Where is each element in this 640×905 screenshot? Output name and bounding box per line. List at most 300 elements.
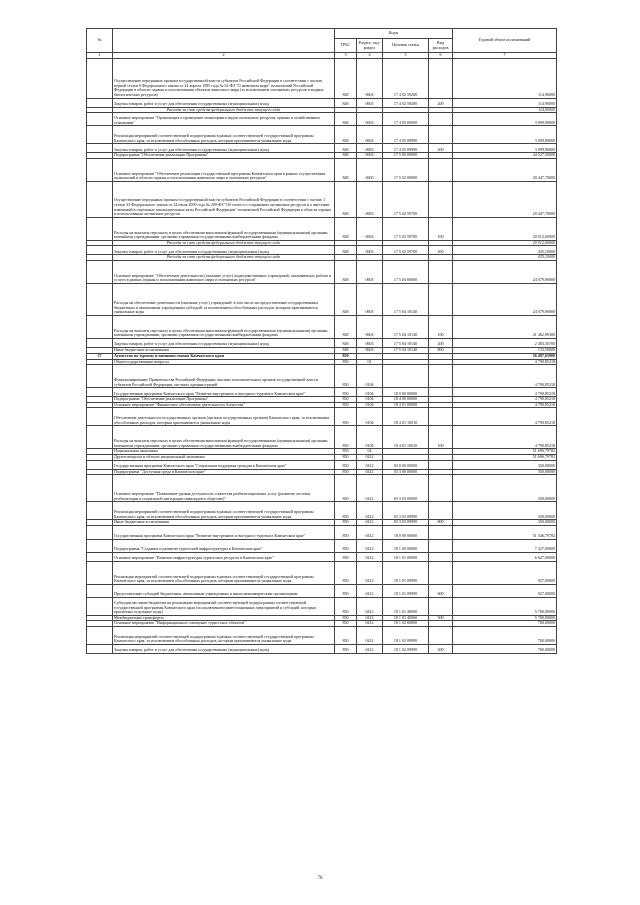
cell-description: Государственная программа Камчатского края "Развитие внутреннего и въездного туризма в Камчатском крае": [113, 388, 335, 397]
cell-target-article: 17 5 04 10140: [383, 338, 429, 347]
cell-description: Основное мероприятие "Информационное освещение туристских объектов": [113, 621, 335, 627]
cell-num: [87, 525, 113, 539]
cell-num: [87, 126, 113, 144]
table-row: [87, 408, 557, 426]
cell-amount: 3 099,90000: [453, 144, 557, 153]
cell-razdel: 0104: [357, 426, 383, 449]
cell-expense-type: 200: [429, 644, 453, 653]
cell-description: Закупка товаров, работ и услуг для обеспечения государственных (муниципальных) нужд: [113, 144, 335, 153]
cell-grbs: 848: [335, 181, 357, 217]
cell-amount: 51 346,79782: [453, 525, 557, 539]
header-index-7: 7: [453, 53, 557, 59]
budget-table: [86, 28, 557, 654]
cell-amount: 700,00000: [453, 621, 557, 627]
cell-razdel: 0412: [357, 454, 383, 460]
cell-expense-type: 200: [429, 98, 453, 107]
cell-grbs: 848: [335, 217, 357, 240]
cell-amount: 51 696,79782: [453, 454, 557, 460]
cell-razdel: 0412: [357, 525, 383, 539]
cell-grbs: 850: [335, 539, 357, 552]
cell-expense-type: [429, 525, 453, 539]
cell-description: Функционирование Правительства Российской Федерации, высших исполнительных органов государственной власти субъектов Российской Федерации, местных администраций: [113, 365, 335, 388]
cell-grbs: 848: [335, 126, 357, 144]
cell-razdel: 0412: [357, 621, 383, 627]
cell-grbs: 848: [335, 283, 357, 315]
cell-target-article: 18 1 00 00000: [383, 539, 429, 552]
cell-target-article: 17 4 05 09990: [383, 126, 429, 144]
cell-num: [87, 283, 113, 315]
table-row: [87, 460, 557, 469]
cell-amount: 7 327,00000: [453, 539, 557, 552]
cell-num: [87, 158, 113, 181]
cell-razdel: 0412: [357, 539, 383, 552]
cell-expense-type: [429, 113, 453, 126]
cell-description: Реализация мероприятий соответствующей подпрограммы в рамках соответствующей государственной программы Камчатского края, за исключением обособленных расходов, которым присваиваются уникальные коды: [113, 126, 335, 144]
cell-grbs: 850: [335, 426, 357, 449]
cell-amount: 5 700,00000: [453, 597, 557, 615]
cell-target-article: 18 4 01 10010: [383, 408, 429, 426]
cell-expense-type: [429, 158, 453, 181]
cell-amount: 114,90000: [453, 98, 557, 107]
cell-amount: 927,00000: [453, 584, 557, 597]
table-row: [87, 426, 557, 449]
cell-grbs: 848: [335, 98, 357, 107]
cell-description: Расходы на выплаты персоналу в целях обеспечения выполнения функций государственными (муниципальными) органами, казенными учреждениями, органами управления государственными внебюджетными фондами: [113, 217, 335, 240]
cell-expense-type: 200: [429, 144, 453, 153]
table-row: [87, 597, 557, 615]
cell-amount: 5 700,00000: [453, 615, 557, 621]
cell-target-article: 18 1 01 40060: [383, 597, 429, 615]
cell-num: [87, 561, 113, 584]
table-header: [87, 29, 557, 59]
table-row: [87, 338, 557, 347]
cell-razdel: 0104: [357, 408, 383, 426]
header-index-3: 3: [335, 53, 357, 59]
cell-description: Основное мероприятие "Организация и проведение мониторинга видов охотничьих ресурсов, ценных в хозяйственном отношении": [113, 113, 335, 126]
table-row: [87, 217, 557, 240]
cell-target-article: 03 3 03 09990: [383, 520, 429, 526]
cell-num: [87, 113, 113, 126]
cell-expense-type: [429, 388, 453, 397]
cell-grbs: 850: [335, 460, 357, 469]
cell-num: [87, 217, 113, 240]
cell-grbs: 850: [335, 365, 357, 388]
cell-description: Реализация мероприятий соответствующей подпрограммы в рамках соответствующей государственной программы Камчатского края, за исключением обособленных расходов, которым присваиваются уникальные коды: [113, 561, 335, 584]
cell-razdel: 0412: [357, 552, 383, 561]
cell-description: Межбюджетные трансферты: [113, 615, 335, 621]
cell-target-article: 03 3 00 00000: [383, 469, 429, 475]
cell-target-article: 17 4 05 09990: [383, 144, 429, 153]
cell-expense-type: [429, 408, 453, 426]
cell-num: [87, 408, 113, 426]
cell-target-article: 18 0 00 00000: [383, 388, 429, 397]
header-csr: Целевая статья: [383, 39, 429, 53]
cell-razdel: 0104: [357, 365, 383, 388]
table-row: [87, 283, 557, 315]
cell-description: Иные бюджетные ассигнования: [113, 347, 335, 353]
table-row: [87, 98, 557, 107]
cell-grbs: 850: [335, 552, 357, 561]
cell-grbs: 850: [335, 626, 357, 644]
cell-razdel: 0603: [357, 260, 383, 283]
cell-razdel: 0412: [357, 561, 383, 584]
cell-razdel: 0603: [357, 217, 383, 240]
cell-target-article: 17 5 04 10140: [383, 315, 429, 338]
cell-target-article: 18 1 01 40060: [383, 615, 429, 621]
cell-description: Осуществление переданных органам государственной власти субъектов Российской Федерации в соответствии с частью первой статьи 6 Федерального закона от 24 апреля 1995 года № 52-ФЗ "О животном мире" полномочий Российской Федерации в области охраны и использования объектов животного мира (за исключением охотничьих ресурсов и водных биологических ресурсов): [113, 58, 335, 98]
cell-razdel: 0603: [357, 126, 383, 144]
cell-target-article: 18 4 01 10010: [383, 426, 429, 449]
table-row: [87, 158, 557, 181]
cell-amount: 6 627,00000: [453, 552, 557, 561]
cell-grbs: 850: [335, 525, 357, 539]
cell-amount: 4 790,85218: [453, 359, 557, 365]
cell-description: Национальная экономика: [113, 449, 335, 455]
cell-razdel: 0603: [357, 315, 383, 338]
cell-grbs: 848: [335, 347, 357, 353]
cell-razdel: 01: [357, 359, 383, 365]
cell-razdel: 0603: [357, 113, 383, 126]
cell-description: Расходы за счет средств федерального бюджета текущего года: [113, 107, 335, 113]
table-row: [87, 388, 557, 397]
cell-grbs: 850: [335, 402, 357, 408]
cell-description: Расходы на обеспечение деятельности (оказание услуг) учреждений, в том числе на предоставление государственным бюджетным и автономным учреждениям субсидий, за исключением обособленных расходов, которым присваиваются уникальные коды: [113, 283, 335, 315]
cell-amount: 4 790,85218: [453, 402, 557, 408]
cell-target-article: 18 0 00 00000: [383, 525, 429, 539]
cell-razdel: 0412: [357, 475, 383, 502]
cell-amount: 350,00000: [453, 502, 557, 520]
cell-description: Другие вопросы в области национальной экономики: [113, 454, 335, 460]
cell-num: [87, 181, 113, 217]
cell-grbs: 848: [335, 153, 357, 159]
cell-description: Реализация мероприятий соответствующей подпрограммы в рамках соответствующей государственной программы Камчатского края, за исключением обособленных расходов, которым присваиваются уникальные коды: [113, 502, 335, 520]
cell-num: [87, 460, 113, 469]
cell-amount: 44 527,50000: [453, 153, 557, 159]
cell-razdel: 0603: [357, 58, 383, 98]
cell-razdel: 0412: [357, 520, 383, 526]
cell-grbs: 850: [335, 449, 357, 455]
cell-razdel: 0412: [357, 644, 383, 653]
cell-expense-type: [429, 126, 453, 144]
cell-grbs: 848: [335, 338, 357, 347]
cell-description: Реализация мероприятий соответствующей подпрограммы в рамках соответствующей государственной программы Камчатского края, за исключением обособленных расходов, которым присваиваются уникальные коды: [113, 626, 335, 644]
cell-amount: 56 487,65900: [453, 353, 557, 359]
cell-amount: 114,90000: [453, 107, 557, 113]
cell-razdel: 0603: [357, 338, 383, 347]
cell-description: Основное мероприятие "Обеспечение реализации государственной программы Камчатского края в рамках осуществления полномочий в области охраны и использования животного мира и охотничьих ресурсов": [113, 158, 335, 181]
cell-description: Подпрограмма "Доступная среда в Камчатском крае": [113, 469, 335, 475]
cell-amount: 700,00000: [453, 644, 557, 653]
cell-razdel: 0603: [357, 246, 383, 255]
cell-description: Обеспечение деятельности государственных органов (органов государственных органов) Камчатского края, за исключением обособленных расходов, которым присваиваются уникальные коды: [113, 408, 335, 426]
cell-amount: 24 079,80000: [453, 283, 557, 315]
cell-grbs: 850: [335, 353, 357, 359]
cell-num: [87, 626, 113, 644]
cell-amount: 350,00000: [453, 469, 557, 475]
cell-expense-type: 100: [429, 217, 453, 240]
cell-amount: 51 696,79782: [453, 449, 557, 455]
header-razdel: Раздел, под-раздел: [357, 39, 383, 53]
cell-razdel: 0603: [357, 98, 383, 107]
cell-amount: 114,90000: [453, 58, 557, 98]
cell-razdel: 0412: [357, 469, 383, 475]
cell-grbs: 850: [335, 615, 357, 621]
cell-description: Основное мероприятие "Финансовое обеспечение деятельности Агентства": [113, 402, 335, 408]
cell-expense-type: [429, 597, 453, 615]
cell-amount: 700,00000: [453, 626, 557, 644]
cell-razdel: 0412: [357, 626, 383, 644]
table-row: [87, 552, 557, 561]
cell-razdel: 0104: [357, 397, 383, 403]
cell-expense-type: [429, 460, 453, 469]
table-row: [87, 315, 557, 338]
header-vr: Вид расходов: [429, 39, 453, 53]
cell-razdel: 0412: [357, 615, 383, 621]
cell-expense-type: [429, 626, 453, 644]
table-row: [87, 113, 557, 126]
cell-description: Основное мероприятие "Повышение уровня доступности и качества реабилитационных услуг (развитие системы реабилитации и социальной интеграции инвалидов в обществе)": [113, 475, 335, 502]
cell-target-article: 17 5 02 00000: [383, 158, 429, 181]
cell-description: Агентство по туризму и внешним связям Камчатского края: [113, 353, 335, 359]
cell-description: Иные бюджетные ассигнования: [113, 520, 335, 526]
cell-amount: 20 012,60000: [453, 217, 557, 240]
cell-razdel: 0412: [357, 597, 383, 615]
cell-expense-type: [429, 502, 453, 520]
cell-target-article: 18 1 01 00000: [383, 552, 429, 561]
cell-grbs: 848: [335, 246, 357, 255]
cell-grbs: 850: [335, 397, 357, 403]
cell-target-article: 18 1 02 00000: [383, 621, 429, 627]
cell-grbs: 850: [335, 454, 357, 460]
cell-grbs: 848: [335, 113, 357, 126]
cell-target-article: 17 5 04 10140: [383, 347, 429, 353]
header-index-1: 1: [87, 53, 113, 59]
cell-description: Общегосударственные вопросы: [113, 359, 335, 365]
cell-razdel: 0603: [357, 158, 383, 181]
header-index-5: 5: [383, 53, 429, 59]
cell-num: [87, 365, 113, 388]
cell-grbs: 850: [335, 520, 357, 526]
cell-grbs: 850: [335, 502, 357, 520]
header-index-4: 4: [357, 53, 383, 59]
header-index-2: 2: [113, 53, 335, 59]
cell-num: 37: [87, 353, 113, 359]
cell-grbs: 850: [335, 359, 357, 365]
cell-amount: 4 790,85218: [453, 365, 557, 388]
cell-target-article: 17 4 05 00000: [383, 113, 429, 126]
cell-grbs: 848: [335, 144, 357, 153]
cell-num: [87, 388, 113, 397]
cell-expense-type: [429, 181, 453, 217]
cell-expense-type: [429, 365, 453, 388]
cell-amount: 4 790,85218: [453, 408, 557, 426]
cell-grbs: 850: [335, 584, 357, 597]
table-row: [87, 126, 557, 144]
cell-expense-type: [429, 283, 453, 315]
cell-razdel: 0412: [357, 460, 383, 469]
cell-grbs: 848: [335, 58, 357, 98]
table-row: [87, 502, 557, 520]
cell-target-article: 18 1 01 09990: [383, 561, 429, 584]
cell-num: [87, 584, 113, 597]
cell-description: Расходы на выплаты персоналу в целях обеспечения выполнения функций государственными (муниципальными) органами, казенными учреждениями, органами управления государственными внебюджетными фондами: [113, 426, 335, 449]
cell-amount: 435,10000: [453, 246, 557, 255]
cell-description: Основное мероприятие "Развитие инфраструктуры туристских ресурсов в Камчатском крае": [113, 552, 335, 561]
cell-expense-type: [429, 561, 453, 584]
cell-target-article: 18 1 01 09990: [383, 584, 429, 597]
cell-razdel: 0603: [357, 283, 383, 315]
cell-target-article: 17 5 00 00000: [383, 153, 429, 159]
cell-grbs: 848: [335, 260, 357, 283]
cell-grbs: 850: [335, 644, 357, 653]
table-row: [87, 246, 557, 255]
cell-num: [87, 144, 113, 153]
cell-num: [87, 426, 113, 449]
table-row: [87, 181, 557, 217]
cell-amount: 4 790,85218: [453, 426, 557, 449]
cell-razdel: 0412: [357, 584, 383, 597]
cell-num: [87, 98, 113, 107]
cell-num: [87, 552, 113, 561]
cell-description: Государственная программа Камчатского края "Развитие внутреннего и въездного туризма в Камчатском крае": [113, 525, 335, 539]
cell-num: [87, 338, 113, 347]
cell-expense-type: 800: [429, 520, 453, 526]
cell-description: Основное мероприятие "Обеспечение деятельности (оказание услуг) подведомственных учреждений, оказывающих работы и услуги в рамках охраны и использования животного мира и охотничьих ресурсов": [113, 260, 335, 283]
cell-razdel: 0603: [357, 153, 383, 159]
cell-target-article: 18 1 02 09990: [383, 626, 429, 644]
cell-num: [87, 475, 113, 502]
cell-num: [87, 246, 113, 255]
cell-amount: 350,00000: [453, 475, 557, 502]
cell-target-article: 18 4 00 00000: [383, 397, 429, 403]
cell-target-article: [383, 365, 429, 388]
cell-description: Подпрограмма "Обеспечение реализации Программы": [113, 153, 335, 159]
cell-grbs: 850: [335, 475, 357, 502]
cell-description: Закупка товаров, работ и услуг для обеспечения государственных (муниципальных) нужд: [113, 338, 335, 347]
cell-expense-type: 500: [429, 615, 453, 621]
table-row: [87, 644, 557, 653]
budget-document-page: [86, 28, 556, 654]
cell-razdel: 0104: [357, 388, 383, 397]
cell-description: Расходы за счет средств федерального бюджета текущего года: [113, 240, 335, 246]
table-row: [87, 475, 557, 502]
cell-amount: 20 012,60000: [453, 240, 557, 246]
cell-target-article: 03 3 03 09990: [383, 502, 429, 520]
cell-razdel: 0603: [357, 144, 383, 153]
table-body: [87, 58, 557, 653]
cell-grbs: 850: [335, 597, 357, 615]
cell-amount: 927,00000: [453, 561, 557, 584]
header-num: №: [87, 29, 113, 53]
cell-target-article: 18 1 02 09990: [383, 644, 429, 653]
table-row: [87, 365, 557, 388]
cell-target-article: 03 0 00 00000: [383, 460, 429, 469]
cell-num: [87, 644, 113, 653]
header-grbs: ГРБС: [335, 39, 357, 53]
cell-num: [87, 539, 113, 552]
cell-description: Закупка товаров, работ и услуг для обеспечения государственных (муниципальных) нужд: [113, 246, 335, 255]
cell-num: [87, 58, 113, 98]
cell-target-article: 17 5 04 00000: [383, 260, 429, 283]
cell-target-article: 17 4 02 59200: [383, 58, 429, 98]
cell-target-article: 17 5 02 59700: [383, 181, 429, 217]
cell-amount: 350,00000: [453, 460, 557, 469]
cell-description: Осуществление переданных органам государственной власти субъектов Российской Федерации в соответствии с частью 1 статьи 33 Федерального закона от 24 июля 2009 года № 209-ФЗ "Об охоте и о сохранении охотничьих ресурсов и о внесении изменений в отдельные законодательные акты Российской Федерации" полномочий Российской Федерации в области охраны и использования охотничьих ресурсов: [113, 181, 335, 217]
cell-description: Расходы за счет средств федерального бюджета текущего года: [113, 255, 335, 261]
cell-expense-type: 200: [429, 246, 453, 255]
cell-amount: 20 447,70000: [453, 158, 557, 181]
header-codes: Коды: [335, 29, 453, 39]
cell-razdel: 0603: [357, 347, 383, 353]
cell-expense-type: [429, 58, 453, 98]
header-amount: Годовой объем ассигнований: [453, 29, 557, 53]
table-row: [87, 584, 557, 597]
page-number: 76: [317, 876, 323, 881]
table-row: [87, 144, 557, 153]
header-description: [113, 29, 335, 53]
cell-expense-type: 100: [429, 315, 453, 338]
cell-expense-type: 600: [429, 584, 453, 597]
header-index-6: 6: [429, 53, 453, 59]
cell-grbs: 850: [335, 469, 357, 475]
cell-amount: 2 483,30700: [453, 338, 557, 347]
cell-razdel: 0104: [357, 402, 383, 408]
cell-amount: 20 447,70000: [453, 181, 557, 217]
cell-amount: 350,00000: [453, 520, 557, 526]
cell-target-article: 17 5 02 59700: [383, 246, 429, 255]
cell-amount: 21 462,99300: [453, 315, 557, 338]
cell-amount: 3 099,90000: [453, 113, 557, 126]
cell-amount: 3 099,90000: [453, 126, 557, 144]
cell-grbs: 848: [335, 315, 357, 338]
cell-amount: 435,10000: [453, 255, 557, 261]
cell-target-article: 18 4 01 00000: [383, 402, 429, 408]
cell-expense-type: [429, 475, 453, 502]
table-row: [87, 260, 557, 283]
table-row: [87, 561, 557, 584]
cell-description: Субсидии местным бюджетам на реализацию мероприятий соответствующей подпрограммы соответствующей государственной программы Камчатского края (за исключением инвестиционных мероприятий и субсидий, которым присвоены отдельные коды): [113, 597, 335, 615]
table-row: [87, 58, 557, 98]
cell-target-article: 03 3 03 00000: [383, 475, 429, 502]
cell-razdel: 0412: [357, 502, 383, 520]
cell-expense-type: [429, 260, 453, 283]
cell-grbs: 848: [335, 158, 357, 181]
cell-grbs: 850: [335, 408, 357, 426]
cell-num: [87, 315, 113, 338]
cell-expense-type: [429, 539, 453, 552]
cell-num: [87, 597, 113, 615]
cell-expense-type: 800: [429, 347, 453, 353]
cell-target-article: 17 4 02 59200: [383, 98, 429, 107]
cell-description: Закупка товаров, работ и услуг для обеспечения государственных (муниципальных) нужд: [113, 98, 335, 107]
cell-target-article: 17 5 02 59700: [383, 217, 429, 240]
cell-description: Подпрограмма "Обеспечение реализации Программы": [113, 397, 335, 403]
cell-grbs: 850: [335, 388, 357, 397]
cell-expense-type: [429, 552, 453, 561]
table-row: [87, 539, 557, 552]
cell-grbs: 850: [335, 621, 357, 627]
cell-description: Расходы на выплаты персоналу в целях обеспечения выполнения функций государственными (муниципальными) органами, казенными учреждениями, органами управления государственными внебюджетными фондами: [113, 315, 335, 338]
cell-razdel: 0603: [357, 181, 383, 217]
cell-description: Предоставление субсидий бюджетным, автономным учреждениям и иным некоммерческим организациям: [113, 584, 335, 597]
cell-description: Подпрограмма "Создание и развитие туристской инфраструктуры в Камчатском крае": [113, 539, 335, 552]
cell-target-article: 17 5 04 10140: [383, 283, 429, 315]
cell-amount: 24 079,80000: [453, 260, 557, 283]
cell-expense-type: 100: [429, 426, 453, 449]
cell-razdel: 04: [357, 449, 383, 455]
cell-amount: 4 790,85218: [453, 397, 557, 403]
table-row: [87, 626, 557, 644]
